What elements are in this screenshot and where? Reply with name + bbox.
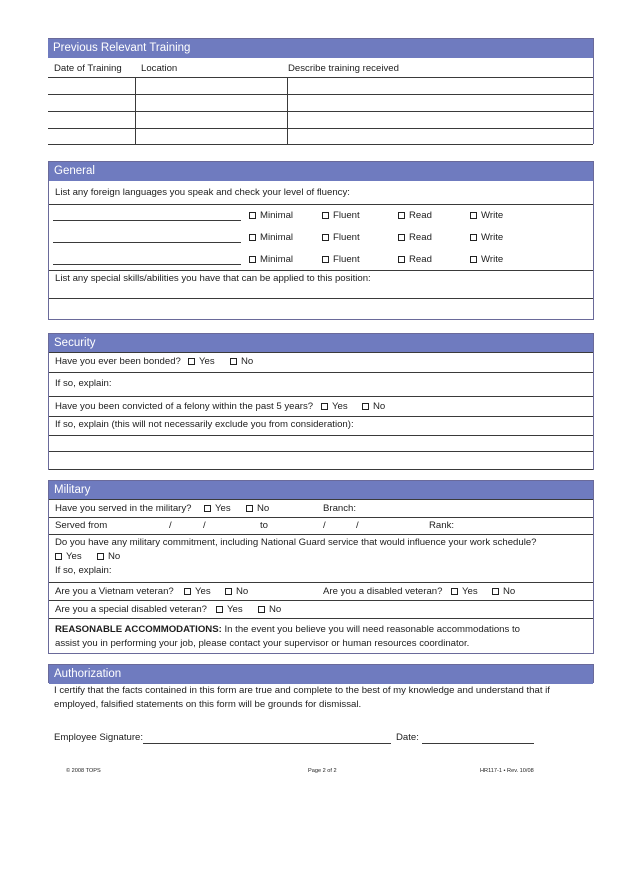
special-disabled-question: Are you a special disabled veteran?	[55, 604, 207, 615]
served-no-checkbox[interactable]: No	[246, 503, 269, 514]
rank-label: Rank:	[429, 520, 455, 531]
copyright: © 2008 TOPS	[66, 768, 101, 774]
commitment-question: Do you have any military commitment, including National Guard service that would influence your work schedule?	[55, 537, 537, 548]
vietnam-question: Are you a Vietnam veteran?	[55, 586, 174, 597]
col-location: Location	[141, 63, 178, 74]
served-question: Have you served in the military?	[55, 503, 192, 514]
felony-yes-checkbox[interactable]: Yes	[321, 401, 348, 412]
disabled-yes-checkbox[interactable]: Yes	[451, 586, 478, 597]
date-line[interactable]	[422, 743, 534, 744]
date-label: Date:	[396, 732, 419, 743]
felony-explain-row[interactable]	[49, 416, 593, 435]
vietnam-no-checkbox[interactable]: No	[225, 586, 248, 597]
disabled-no-checkbox[interactable]: No	[492, 586, 515, 597]
write-checkbox[interactable]: Write	[470, 254, 503, 265]
to-label: to	[260, 520, 269, 531]
authorization-section	[48, 664, 594, 683]
commitment-row	[49, 534, 593, 582]
military-section	[48, 480, 594, 654]
language-input-line[interactable]	[53, 242, 241, 243]
felony-explain-line-2[interactable]	[49, 451, 593, 470]
bonded-explain-label: If so, explain:	[55, 378, 112, 389]
general-header: General	[49, 162, 593, 181]
training-row-2[interactable]	[48, 94, 593, 111]
col-date-of-training: Date of Training	[54, 63, 122, 74]
accommodations-title: REASONABLE ACCOMMODATIONS:	[55, 624, 222, 635]
commitment-yes-checkbox[interactable]: Yes	[55, 551, 82, 562]
training-divider-2	[287, 77, 288, 145]
military-header: Military	[49, 481, 593, 500]
accommodations-text-2: assist you in performing your job, please contact your supervisor or human resources coordinator.	[55, 638, 470, 649]
fluent-checkbox[interactable]: Fluent	[322, 232, 360, 243]
special-disabled-row	[49, 600, 593, 618]
write-checkbox[interactable]: Write	[470, 210, 503, 221]
bonded-yes-checkbox[interactable]: Yes	[188, 356, 215, 367]
felony-no-checkbox[interactable]: No	[362, 401, 385, 412]
date-slash: /	[203, 520, 206, 531]
commitment-explain-label: If so, explain:	[55, 565, 112, 576]
bonded-no-checkbox[interactable]: No	[230, 356, 253, 367]
disabled-question: Are you a disabled veteran?	[323, 586, 443, 597]
special-disabled-no-checkbox[interactable]: No	[258, 604, 281, 615]
training-row-4[interactable]	[48, 128, 593, 145]
read-checkbox[interactable]: Read	[398, 232, 432, 243]
commitment-no-checkbox[interactable]: No	[97, 551, 120, 562]
felony-explain-line-1[interactable]	[49, 435, 593, 451]
col-describe-training: Describe training received	[288, 63, 399, 74]
signature-line[interactable]	[143, 743, 391, 744]
fluent-checkbox[interactable]: Fluent	[322, 210, 360, 221]
authorization-header: Authorization	[49, 665, 593, 684]
read-checkbox[interactable]: Read	[398, 210, 432, 221]
branch-label: Branch:	[323, 503, 357, 514]
training-section	[48, 38, 594, 144]
served-from-row	[49, 517, 593, 534]
training-row-1[interactable]	[48, 77, 593, 94]
language-row	[49, 204, 593, 226]
page-number: Page 2 of 2	[308, 768, 337, 774]
felony-explain-label: If so, explain (this will not necessarily exclude you from consideration):	[55, 419, 354, 430]
served-row	[49, 499, 593, 517]
special-disabled-yes-checkbox[interactable]: Yes	[216, 604, 243, 615]
date-slash: /	[169, 520, 172, 531]
certification-line-2: employed, falsified statements on this form will be grounds for dismissal.	[54, 699, 362, 710]
bonded-question: Have you ever been bonded?	[55, 356, 181, 367]
training-header: Previous Relevant Training	[48, 39, 593, 58]
skills-prompt: List any special skills/abilities you have that can be applied to this position:	[55, 273, 371, 284]
read-checkbox[interactable]: Read	[398, 254, 432, 265]
languages-prompt: List any foreign languages you speak and check your level of fluency:	[55, 187, 350, 198]
security-header: Security	[49, 334, 593, 353]
language-row	[49, 226, 593, 248]
vietnam-yes-checkbox[interactable]: Yes	[184, 586, 211, 597]
signature-label: Employee Signature:	[54, 732, 144, 743]
fluent-checkbox[interactable]: Fluent	[322, 254, 360, 265]
date-slash: /	[323, 520, 326, 531]
security-section	[48, 333, 594, 470]
training-divider-1	[135, 77, 136, 145]
served-yes-checkbox[interactable]: Yes	[204, 503, 231, 514]
skills-prompt-row	[49, 270, 593, 298]
bonded-explain-row[interactable]	[49, 372, 593, 396]
skills-input-row[interactable]	[49, 298, 593, 320]
accommodations-text: REASONABLE ACCOMMODATIONS: In the event you believe you will need reasonable accommodations to	[55, 624, 520, 635]
general-section	[48, 161, 594, 320]
accommodations-row	[49, 618, 593, 654]
bonded-row	[49, 352, 593, 372]
felony-question: Have you been convicted of a felony within the past 5 years?	[55, 401, 314, 412]
served-from-label: Served from	[55, 520, 108, 531]
form-id: HR117-1 • Rev. 10/08	[480, 768, 534, 774]
date-slash: /	[356, 520, 359, 531]
language-row	[49, 248, 593, 270]
language-input-line[interactable]	[53, 220, 241, 221]
training-row-3[interactable]	[48, 111, 593, 128]
minimal-checkbox[interactable]: Minimal	[249, 210, 293, 221]
minimal-checkbox[interactable]: Minimal	[249, 232, 293, 243]
veteran-row	[49, 582, 593, 600]
minimal-checkbox[interactable]: Minimal	[249, 254, 293, 265]
felony-row	[49, 396, 593, 416]
certification-line-1: I certify that the facts contained in this form are true and complete to the best of my knowledge and understand that if	[54, 685, 550, 696]
write-checkbox[interactable]: Write	[470, 232, 503, 243]
language-input-line[interactable]	[53, 264, 241, 265]
